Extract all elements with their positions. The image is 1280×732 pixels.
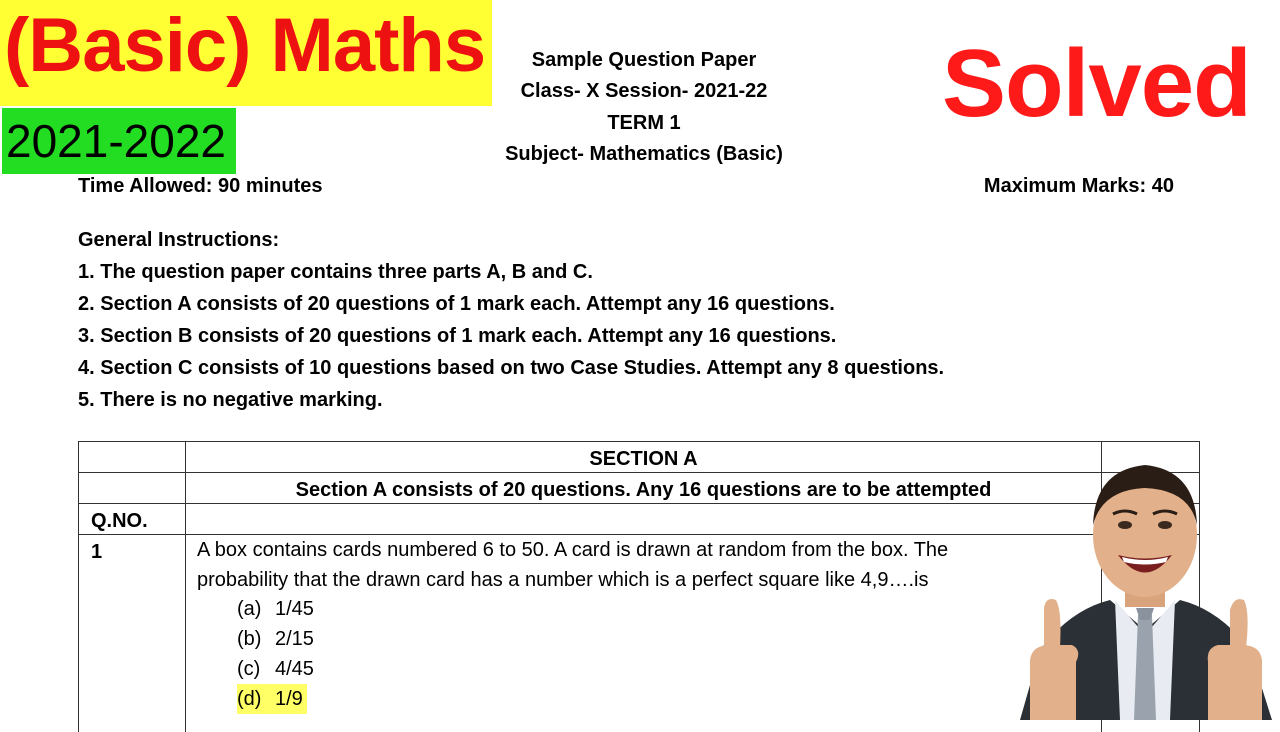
option-value: 2/15 bbox=[275, 628, 314, 650]
general-instructions bbox=[78, 224, 944, 416]
question-text-line: probability that the drawn card has a number which is a perfect square like 4,9….is bbox=[197, 569, 929, 591]
instruction-item: 4. Section C consists of 10 questions based on two Case Studies. Attempt any 8 questions. bbox=[78, 357, 945, 379]
option-value: 4/45 bbox=[275, 658, 314, 680]
option-value: 1/45 bbox=[275, 598, 314, 620]
option-label: (b) bbox=[237, 628, 262, 650]
instruction-item: 2. Section A consists of 20 questions of 1 mark each. Attempt any 16 questions. bbox=[78, 293, 835, 315]
banner-year bbox=[2, 108, 236, 174]
option-label: (a) bbox=[237, 598, 262, 620]
section-title: SECTION A bbox=[589, 448, 698, 470]
paper-heading-line-2: Class- X Session- 2021-22 bbox=[520, 80, 768, 102]
max-marks: Maximum Marks: 40 bbox=[983, 175, 1174, 197]
section-subtitle: Section A consists of 20 questions. Any 16 questions are to be attempted bbox=[295, 479, 992, 501]
qno-header: Q.NO. bbox=[91, 510, 148, 532]
banner-title bbox=[0, 0, 492, 106]
option-label: (c) bbox=[237, 658, 261, 680]
paper-heading-line-1: Sample Question Paper bbox=[531, 49, 757, 71]
option-d-answer bbox=[237, 684, 307, 714]
option-value: 1/9 bbox=[275, 688, 303, 710]
option-label: (d) bbox=[237, 688, 262, 710]
question-number: 1 bbox=[91, 541, 103, 563]
banner-year-text: 2021-2022 bbox=[6, 115, 226, 167]
instruction-item: 5. There is no negative marking. bbox=[78, 389, 383, 411]
option-c bbox=[237, 654, 314, 684]
instruction-item: 1. The question paper contains three parts A, B and C. bbox=[78, 261, 593, 283]
solved-label: Solved bbox=[942, 30, 1251, 137]
option-b bbox=[237, 624, 314, 654]
instruction-item: 3. Section B consists of 20 questions of 1 mark each. Attempt any 16 questions. bbox=[78, 325, 837, 347]
paper-heading-line-3: TERM 1 bbox=[607, 112, 681, 134]
instructions-title: General Instructions: bbox=[78, 229, 280, 251]
banner-title-text: (Basic) Maths bbox=[4, 3, 486, 88]
thumbs-up-person-image bbox=[1010, 440, 1280, 720]
paper-heading-line-4: Subject- Mathematics (Basic) bbox=[505, 143, 783, 165]
time-allowed: Time Allowed: 90 minutes bbox=[78, 175, 323, 197]
option-a bbox=[237, 594, 314, 624]
question-text-line: A box contains cards numbered 6 to 50. A card is drawn at random from the box. The bbox=[197, 539, 949, 561]
